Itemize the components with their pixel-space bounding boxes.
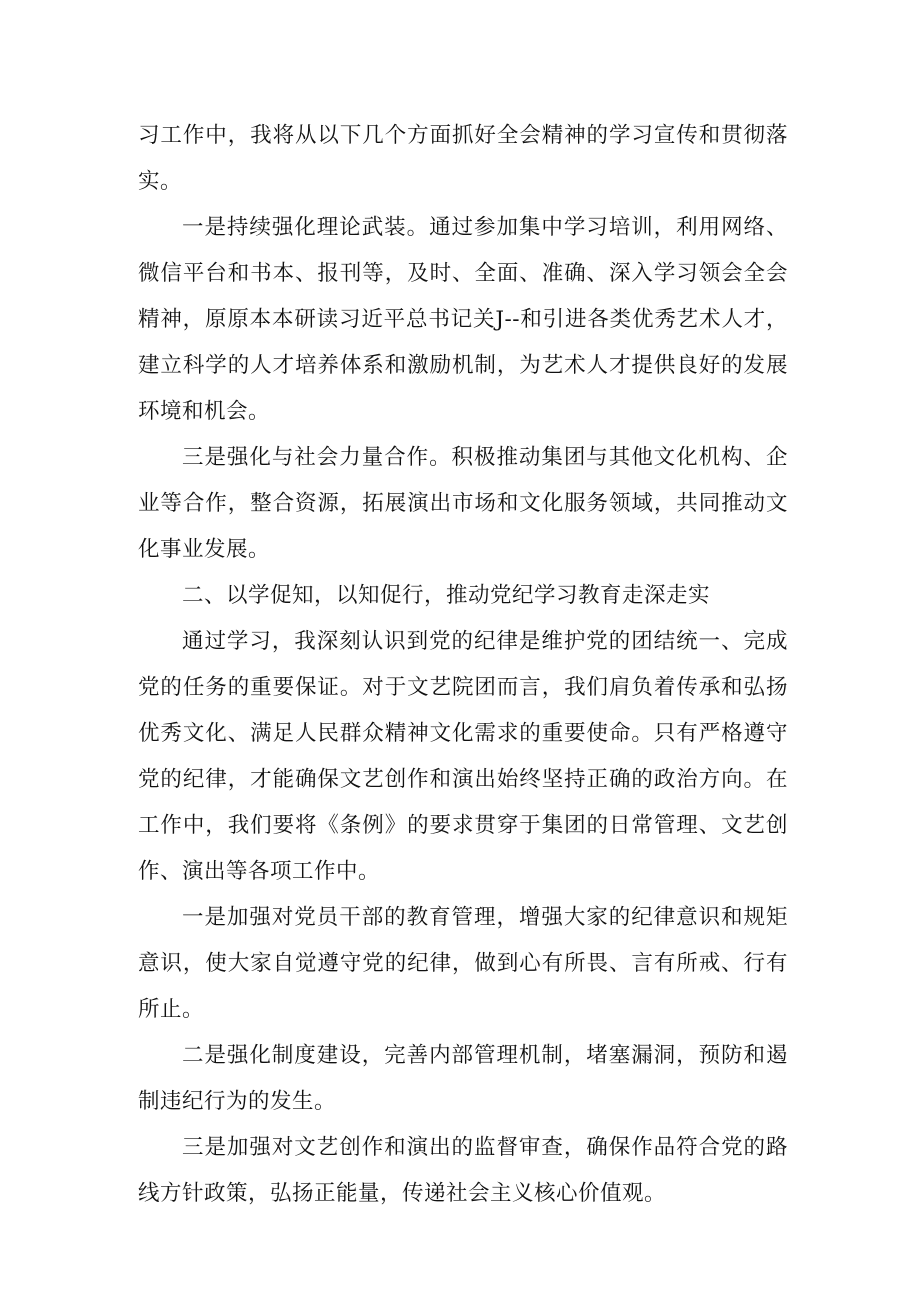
paragraph-system-building: 二是强化制度建设，完善内部管理机制，堵塞漏洞，预防和遏制违纪行为的发生。 bbox=[138, 1043, 788, 1114]
section-heading-2: 二、以学促知，以知促行，推动党纪学习教育走深走实 bbox=[182, 583, 711, 608]
paragraph-discipline-understanding: 通过学习，我深刻认识到党的纪律是维护党的团结统一、完成党的任务的重要保证。对于文艺院团而言，我们肩负着传承和弘扬优秀文化、满足人民群众精神文化需求的重要使命。只有严格遵守党的纪律，才能确保文艺创作和演出始终坚持正确的政治方向。在工作中，我们要将《条例》的要求贯穿于集团的日常管理、文艺创作、演出等各项工作中。 bbox=[138, 629, 788, 884]
paragraph-theory-study: 一是持续强化理论武装。通过参加集中学习培训，利用网络、微信平台和书本、报刊等，及时、全面、准确、深入学习领会全会精神，原原本本研读习近平总书记关J--和引进各类优秀艺术人才，建立科学的人才培养体系和激励机制，为艺术人才提供良好的发展环境和机会。 bbox=[138, 215, 788, 424]
paragraph-supervision-review: 三是加强对文艺创作和演出的监督审查，确保作品符合党的路线方针政策，弘扬正能量，传递社会主义核心价值观。 bbox=[138, 1135, 788, 1206]
paragraph-continuation: 习工作中，我将从以下几个方面抓好全会精神的学习宣传和贯彻落实。 bbox=[138, 123, 788, 194]
paragraph-education-management: 一是加强对党员干部的教育管理，增强大家的纪律意识和规矩意识，使大家自觉遵守党的纪律，做到心有所畏、言有所戒、行有所止。 bbox=[138, 905, 788, 1022]
paragraph-social-cooperation: 三是强化与社会力量合作。积极推动集团与其他文化机构、企业等合作，整合资源，拓展演出市场和文化服务领域，共同推动文化事业发展。 bbox=[138, 445, 788, 562]
document-body bbox=[138, 113, 788, 1217]
